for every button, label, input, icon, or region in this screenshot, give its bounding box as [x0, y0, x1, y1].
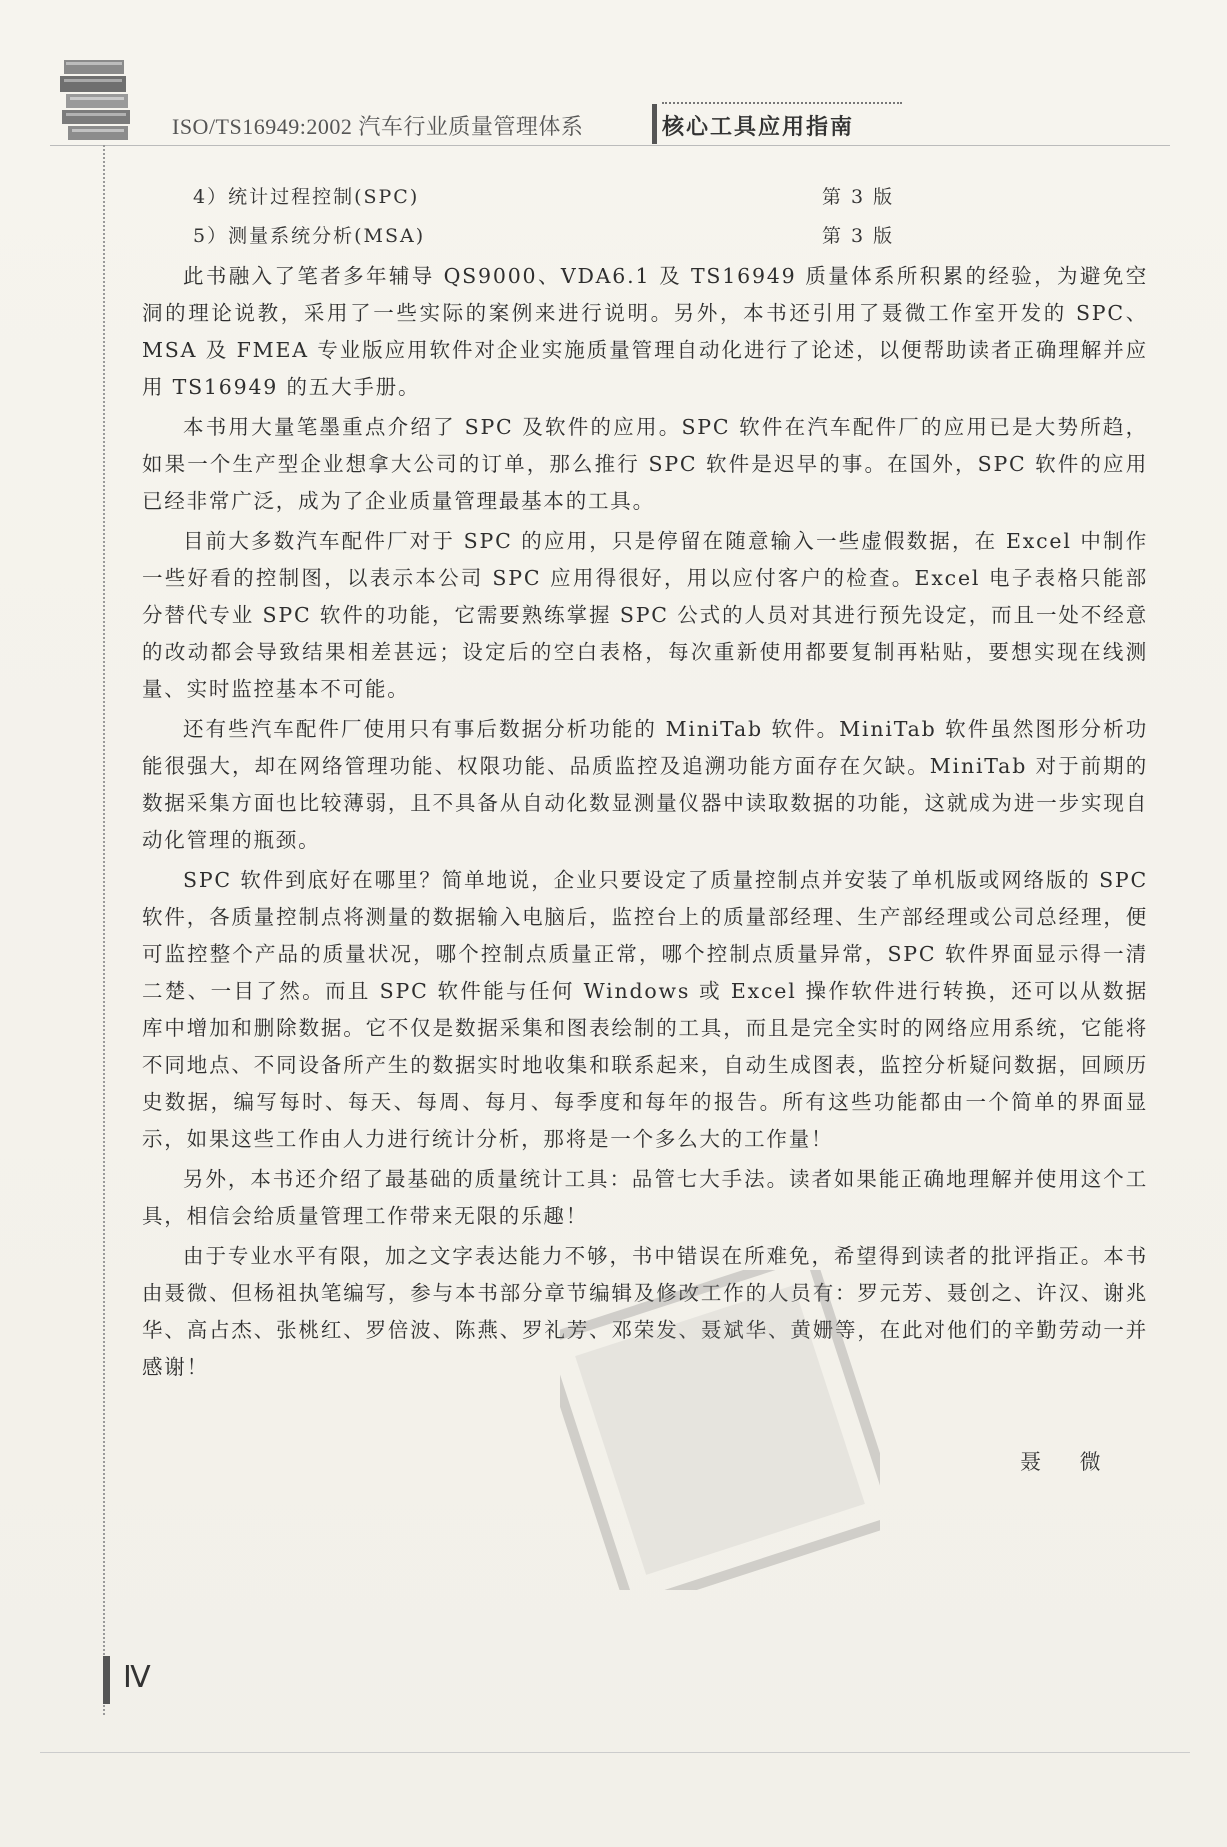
paragraph: SPC 软件到底好在哪里？简单地说，企业只要设定了质量控制点并安装了单机版或网络版的 SPC 软件，各质量控制点将测量的数据输入电脑后，监控台上的质量部经理、生产部经理或公司总经理，便可监控整个产品的质量状况，哪个控制点质量正常，哪个控制点质量异常，SPC 软件界面显示得一清二楚、一目了然。而且 SPC 软件能与任何 Windows 或 Excel 操作软件进行转换，还可以从数据库中增加和删除数据。它不仅是数据采集和图表绘制的工具，而且是完全实时的网络应用系统，它能将不同地点、不同设备所产生的数据实时地收集和联系起来，自动生成图表，监控分析疑问数据，回顾历史数据，编写每时、每天、每周、每月、每季度和每年的报告。所有这些功能都由一个简单的界面显示，如果这些工作由人力进行统计分析，那将是一个多么大的工作量！ — [142, 868, 1148, 1151]
author-signature: 聂 微 — [1020, 1450, 1117, 1474]
header-divider — [50, 145, 1170, 146]
edition-version-msa: 第 3 版 — [822, 225, 895, 247]
edition-item-msa: 5）测量系统分析(MSA) — [193, 225, 426, 247]
paragraph: 本书用大量笔墨重点介绍了 SPC 及软件的应用。SPC 软件在汽车配件厂的应用已是大势所趋，如果一个生产型企业想拿大公司的订单，那么推行 SPC 软件是迟早的事。在国外，SPC 软件的应用已经非常广泛，成为了企业质量管理最基本的工具。 — [142, 415, 1148, 513]
library-stamp-watermark — [560, 1270, 880, 1590]
paragraph: 还有些汽车配件厂使用只有事后数据分析功能的 MiniTab 软件。MiniTab 软件虽然图形分析功能很强大，却在网络管理功能、权限功能、品质监控及追溯功能方面存在欠缺。MiniTab 对于前期的数据采集方面也比较薄弱，且不具备从自动化数显测量仪器中读取数据的功能，这就成为进一步实现自动化管理的瓶颈。 — [142, 717, 1148, 852]
header-dotted-rule — [662, 102, 902, 104]
page-number-text: Ⅳ — [123, 1661, 152, 1694]
paragraph: 目前大多数汽车配件厂对于 SPC 的应用，只是停留在随意输入一些虚假数据，在 Excel 中制作一些好看的控制图，以表示本公司 SPC 应用得很好，用以应付客户的检查。Excel 电子表格只能部分替代专业 SPC 软件的功能，它需要熟练掌握 SPC 公式的人员对其进行预先设定，而且一处不经意的改动都会导致结果相差甚远；设定后的空白表格，每次重新使用都要复制再粘贴，要想实现在线测量、实时监控基本不可能。 — [142, 529, 1148, 701]
footer-rule — [40, 1752, 1190, 1753]
books-stack-icon — [60, 50, 200, 160]
paragraph: 此书融入了笔者多年辅导 QS9000、VDA6.1 及 TS16949 质量体系所积累的经验，为避免空洞的理论说教，采用了一些实际的案例来进行说明。另外，本书还引用了聂微工作室开发的 SPC、MSA 及 FMEA 专业版应用软件对企业实施质量管理自动化进行了论述，以便帮助读者正确理解并应用 TS16949 的五大手册。 — [142, 264, 1148, 399]
paragraph: 由于专业水平有限，加之文字表达能力不够，书中错误在所难免，希望得到读者的批评指正。本书由聂微、但杨祖执笔编写，参与本书部分章节编辑及修改工作的人员有：罗元芳、聂创之、许汉、谢兆华、高占杰、张桃红、罗倍波、陈燕、罗礼芳、邓荣发、聂斌华、黄姗等，在此对他们的辛勤劳动一并感谢！ — [142, 1244, 1148, 1379]
header-separator — [652, 104, 657, 144]
edition-item-spc: 4）统计过程控制(SPC) — [193, 186, 420, 208]
page-number — [103, 1656, 173, 1704]
header-title: ISO/TS16949:2002 汽车行业质量管理体系 — [172, 114, 584, 139]
page-number-bar — [103, 1656, 110, 1704]
page-header — [60, 50, 1160, 160]
header-subtitle: 核心工具应用指南 — [662, 115, 855, 140]
paragraph: 另外，本书还介绍了最基础的质量统计工具：品管七大手法。读者如果能正确地理解并使用这个工具，相信会给质量管理工作带来无限的乐趣！ — [142, 1167, 1148, 1228]
body-text — [142, 258, 1148, 1389]
margin-dotted-rule — [103, 145, 105, 1715]
edition-version-spc: 第 3 版 — [822, 186, 895, 208]
